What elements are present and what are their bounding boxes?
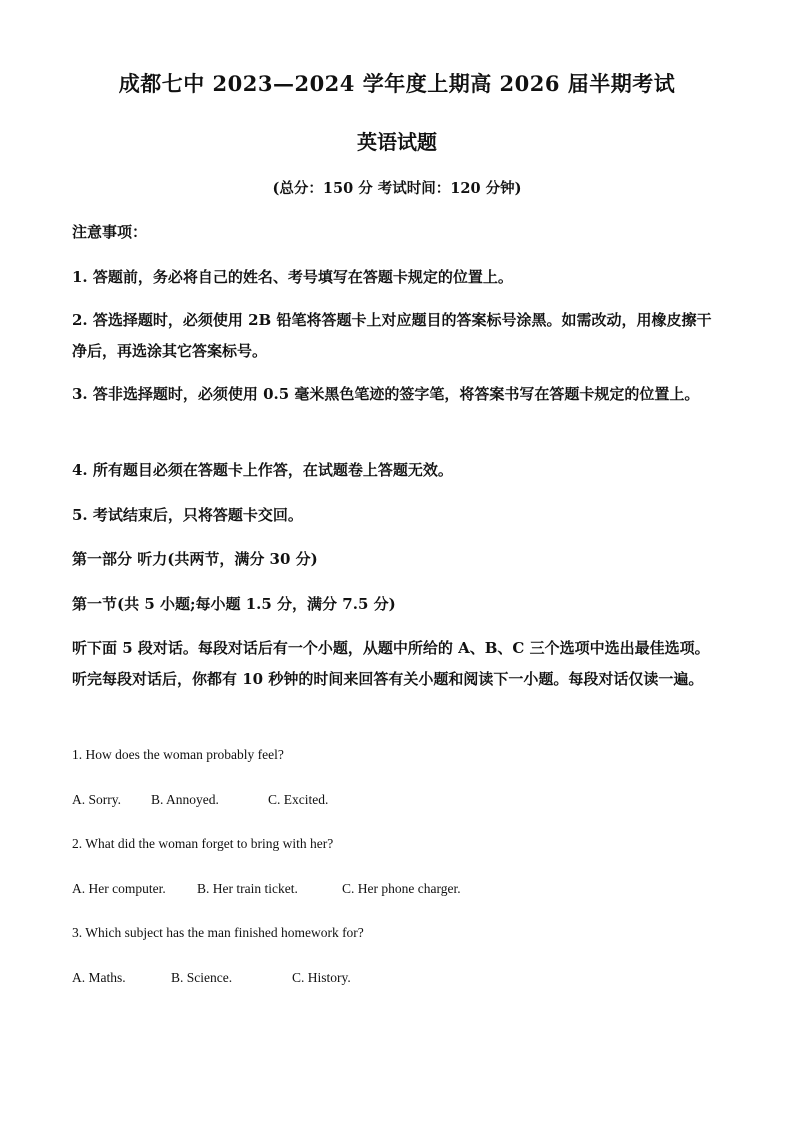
notice-item-5: 5. 考试结束后，只将答题卡交回。 xyxy=(72,506,303,524)
q3-option-c: C. History. xyxy=(292,970,351,985)
section-instructions: 听下面 5 段对话。每段对话后有一个小题，从题中所给的 A、B、C 三个选项中选出最佳选项。听完每段对话后，你都有 10 秒钟的时间来回答有关小题和阅读下一小题。每段对话仅读一遍。 xyxy=(72,639,710,688)
exam-meta: (总分：150 分 考试时间：120 分钟) xyxy=(272,180,522,197)
notice-item-4: 4. 所有题目必须在答题卡上作答，在试题卷上答题无效。 xyxy=(72,461,453,479)
question-1: 1. How does the woman probably feel? xyxy=(72,747,284,762)
notice-item-1: 1. 答题前，务必将自己的姓名、考号填写在答题卡规定的位置上。 xyxy=(72,268,513,286)
question-3: 3. Which subject has the man finished homework for? xyxy=(72,925,364,940)
q2-option-b: B. Her train ticket. xyxy=(197,881,298,896)
exam-title: 成都七中 2023—2024 学年度上期高 2026 届半期考试 xyxy=(118,71,676,96)
notice-item-2: 2. 答选择题时，必须使用 2B 铅笔将答题卡上对应题目的答案标号涂黑。如需改动，用橡皮擦干净后，再选涂其它答案标号。 xyxy=(72,311,712,360)
q3-option-b: B. Science. xyxy=(171,970,233,985)
exam-subtitle: 英语试题 xyxy=(357,130,437,154)
notice-heading: 注意事项： xyxy=(72,223,148,241)
question-2: 2. What did the woman forget to bring with her? xyxy=(72,836,334,851)
section-title: 第一节(共 5 小题;每小题 1.5 分，满分 7.5 分) xyxy=(72,595,396,613)
q2-option-a: A. Her computer. xyxy=(72,881,166,896)
q3-option-a: A. Maths. xyxy=(72,970,126,985)
q1-option-b: B. Annoyed. xyxy=(151,792,219,807)
part-title: 第一部分 听力(共两节，满分 30 分) xyxy=(72,550,318,568)
q1-option-c: C. Excited. xyxy=(268,792,329,807)
q1-option-a: A. Sorry. xyxy=(72,792,121,807)
notice-item-3: 3. 答非选择题时，必须使用 0.5 毫米黑色笔迹的签字笔，将答案书写在答题卡规定的位置上。 xyxy=(72,385,700,403)
q2-option-c: C. Her phone charger. xyxy=(342,881,461,896)
